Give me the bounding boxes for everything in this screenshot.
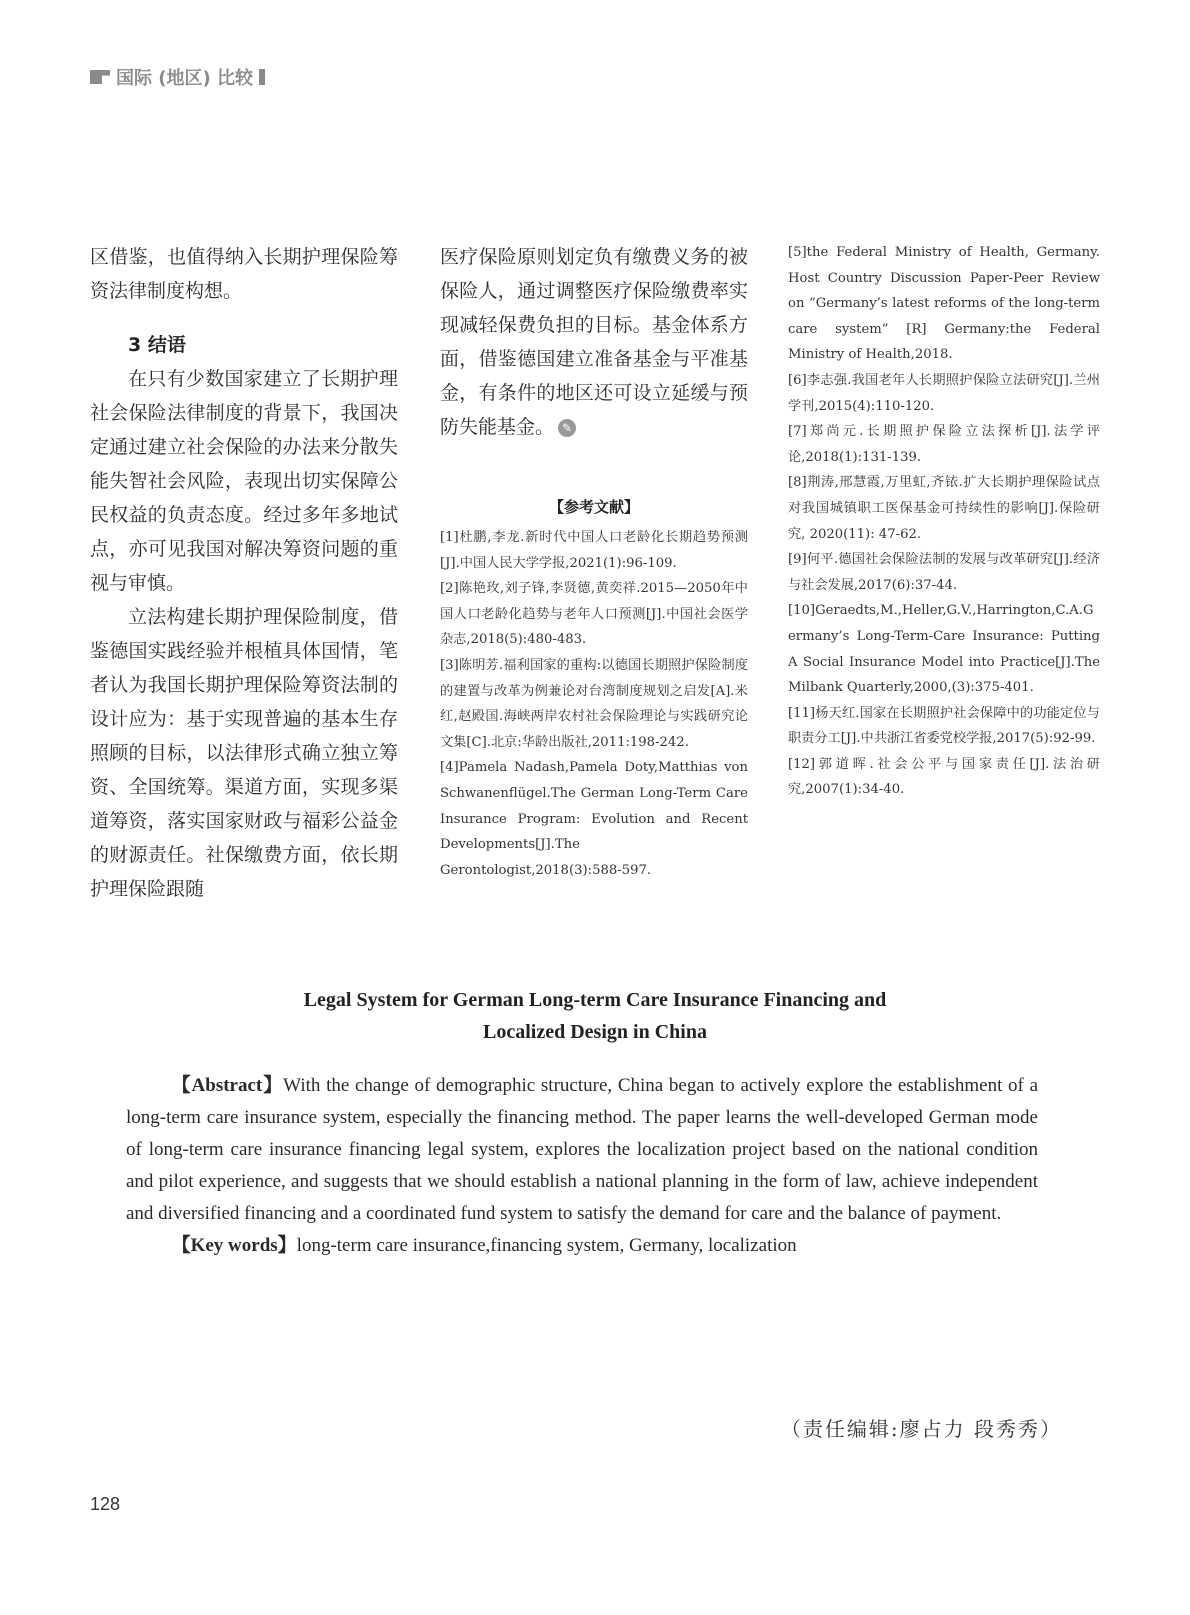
reference-item: [10]Geraedts,M.,Heller,G.V.,Harrington,C.A.Germany’s Long-Term-Care Insurance: Putting A Social Insurance Model into Practice[J].The Milbank Quarterly,2000,(3):375-401. <box>788 603 1100 696</box>
english-title-line: Legal System for German Long-term Care Insurance Financing and <box>303 989 887 1011</box>
reference-item: [2]陈艳玫,刘子锋,李贤德,黄奕祥.2015—2050年中国人口老龄化趋势与老年人口预测[J].中国社会医学杂志,2018(5):480-483. <box>440 581 748 648</box>
abstract-block <box>126 1070 1038 1262</box>
reference-item: [4]Pamela Nadash,Pamela Doty,Matthias von Schwanenflügel.The German Long-Term Care Insurance Program: Evolution and Recent Developments[J].The Gerontologist,2018(3):588-597. <box>440 760 748 878</box>
reference-item: [8]荆涛,邢慧霞,万里虹,齐铱.扩大长期护理保险试点对我国城镇职工医保基金可持续性的影响[J].保险研究, 2020(11): 47-62. <box>788 475 1100 542</box>
column-3 <box>788 240 1100 803</box>
running-header <box>90 64 265 90</box>
end-of-article-icon: ✎ <box>558 419 576 437</box>
abstract-text: With the change of demographic structure, China began to actively explore the establishment of a long-term care insurance system, especially the financing method. The paper learns the well-developed German mode of long-term care insurance financing legal system, explores the localization project based on the national condition and pilot experience, and suggests that we should establish a national planning in the form of law, achieve independent and diversified financing and a coordinated fund system to satisfy the demand for care and the balance of payment. <box>126 1075 1039 1224</box>
abstract-label: 【Abstract】 <box>171 1075 284 1096</box>
english-title <box>150 984 1040 1048</box>
body-paragraph-text: 医疗保险原则划定负有缴费义务的被保险人，通过调整医疗保险缴费率实现减轻保费负担的目标。基金体系方面，借鉴德国建立准备基金与平准基金，有条件的地区还可设立延缓与预防失能基金。 <box>440 246 748 438</box>
column-1 <box>90 240 398 906</box>
responsible-editors: （责任编辑:廖占力 段秀秀） <box>780 1417 1062 1441</box>
keywords-label: 【Key words】 <box>171 1235 297 1256</box>
abstract-paragraph <box>126 1070 1038 1230</box>
page-number: 128 <box>90 1494 121 1514</box>
references-title: 【参考文献】 <box>548 498 639 516</box>
reference-item: [1]杜鹏,李龙.新时代中国人口老龄化长期趋势预测[J].中国人民大学学报,2021(1):96-109. <box>440 530 748 571</box>
header-bar-icon <box>259 69 265 85</box>
english-title-line: Localized Design in China <box>483 1021 707 1043</box>
body-paragraph <box>440 240 748 444</box>
reference-item: [3]陈明芳.福利国家的重构:以德国长期照护保险制度的建置与改革为例兼论对台湾制度规划之启发[A].米红,赵殿国.海峡两岸农村社会保险理论与实践研究论文集[C].北京:华龄出版社,2011:198-242. <box>440 657 748 750</box>
keywords-paragraph <box>126 1230 1038 1262</box>
reference-item: [11]杨天红.国家在长期照护社会保障中的功能定位与职责分工[J].中共浙江省委党校学报,2017(5):92-99. <box>788 705 1100 747</box>
body-paragraph: 立法构建长期护理保险制度，借鉴德国实践经验并根植具体国情，笔者认为我国长期护理保险筹资法制的设计应为：基于实现普遍的基本生存照顾的目标，以法律形式确立独立筹资、全国统筹。渠道方面，实现多渠道筹资，落实国家财政与福彩公益金的财源责任。社保缴费方面，依长期护理保险跟随 <box>90 606 398 900</box>
section-heading: 3 结语 <box>128 334 186 356</box>
column-2 <box>440 240 748 883</box>
header-logo-icon <box>90 70 110 84</box>
reference-item: [6]李志强.我国老年人长期照护保险立法研究[J].兰州学刊,2015(4):110-120. <box>788 372 1100 414</box>
reference-item: [5]the Federal Ministry of Health, Germany. Host Country Discussion Paper-Peer Review on “Germany’s latest reforms of the long-term care system” [R] Germany:the Federal Ministry of Health,2018. <box>788 245 1100 363</box>
header-section-title: 国际 (地区) 比较 <box>116 68 253 89</box>
body-paragraph: 在只有少数国家建立了长期护理社会保险法律制度的背景下，我国决定通过建立社会保险的办法来分散失能失智社会风险，表现出切实保障公民权益的负责态度。经过多年多地试点，亦可见我国对解决筹资问题的重视与审慎。 <box>90 368 398 594</box>
keywords-text: long-term care insurance,financing system, Germany, localization <box>296 1235 797 1256</box>
reference-item: [12]郭道晖.社会公平与国家责任[J].法治研究,2007(1):34-40. <box>788 756 1100 798</box>
body-paragraph: 区借鉴，也值得纳入长期护理保险筹资法律制度构想。 <box>90 246 398 302</box>
reference-item: [9]何平.德国社会保险法制的发展与改革研究[J].经济与社会发展,2017(6):37-44. <box>788 552 1100 593</box>
reference-item: [7]郑尚元.长期照护保险立法探析[J].法学评论,2018(1):131-139. <box>788 424 1100 465</box>
